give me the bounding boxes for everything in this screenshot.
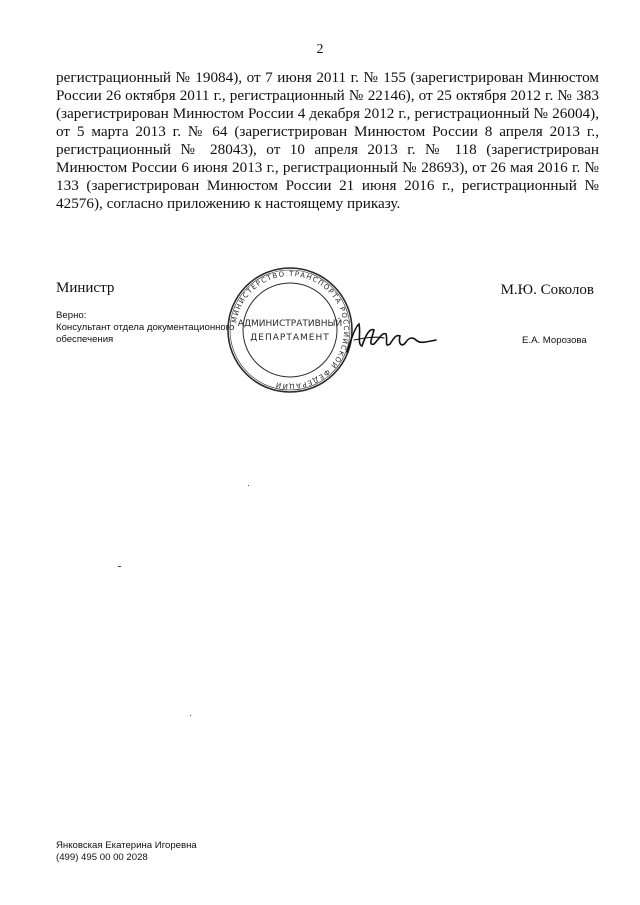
minister-name: М.Ю. Соколов: [500, 282, 594, 298]
stamp-inner-line2: ДЕПАРТАМЕНТ: [250, 333, 330, 343]
verifier-name: Е.А. Морозова: [522, 335, 587, 346]
footer-author: Янковская Екатерина Игоревна: [56, 840, 197, 851]
verified-label: Верно:: [56, 310, 87, 321]
footer: [56, 840, 197, 864]
scan-speck: [248, 485, 249, 486]
footer-phone: (499) 495 00 00 2028: [56, 852, 148, 863]
minister-label: Министр: [56, 280, 115, 296]
official-stamp: [226, 266, 354, 394]
stamp-inner-line1: АДМИНИСТРАТИВНЫЙ: [237, 319, 343, 329]
body-paragraph: [56, 69, 599, 213]
handwritten-signature: [344, 318, 438, 358]
verifier-position-line1: Консультант отдела документационного: [56, 322, 235, 333]
scan-speck: [118, 566, 121, 567]
scan-speck: [190, 715, 191, 716]
verifier-position-line2: обеспечения: [56, 334, 114, 345]
svg-text:МИНИСТЕРСТВО ТРАНСПОРТА РОССИЙ: [230, 270, 350, 390]
body-text: регистрационный № 19084), от 7 июня 2011 г. № 155 (зарегистрирован Минюстом России 26 октября 2011 г., регистрационный № 22146), от 25 октября 2012 г. № 383 (зарегистрирован Минюстом России 4 декабря 2012 г., регистрационный № 26004), от 5 марта 2013 г. № 64 (зарегистрирован Минюстом России 8 апреля 2013 г., регистрационный № 28043), от 10 апреля 2013 г. № 118 (зарегистрирован Минюстом России 6 июня 2013 г., регистрационный № 28693), от 26 мая 2016 г. № 133 (зарегистрирован Минюстом России 21 июня 2016 г., регистрационный № 42576), согласно приложению к настоящему приказу.: [56, 69, 599, 212]
page-number: 2: [316, 42, 324, 57]
stamp-outer-text: МИНИСТЕРСТВО ТРАНСПОРТА РОССИЙСКОЙ ФЕДЕРАЦИИ: [230, 269, 351, 391]
